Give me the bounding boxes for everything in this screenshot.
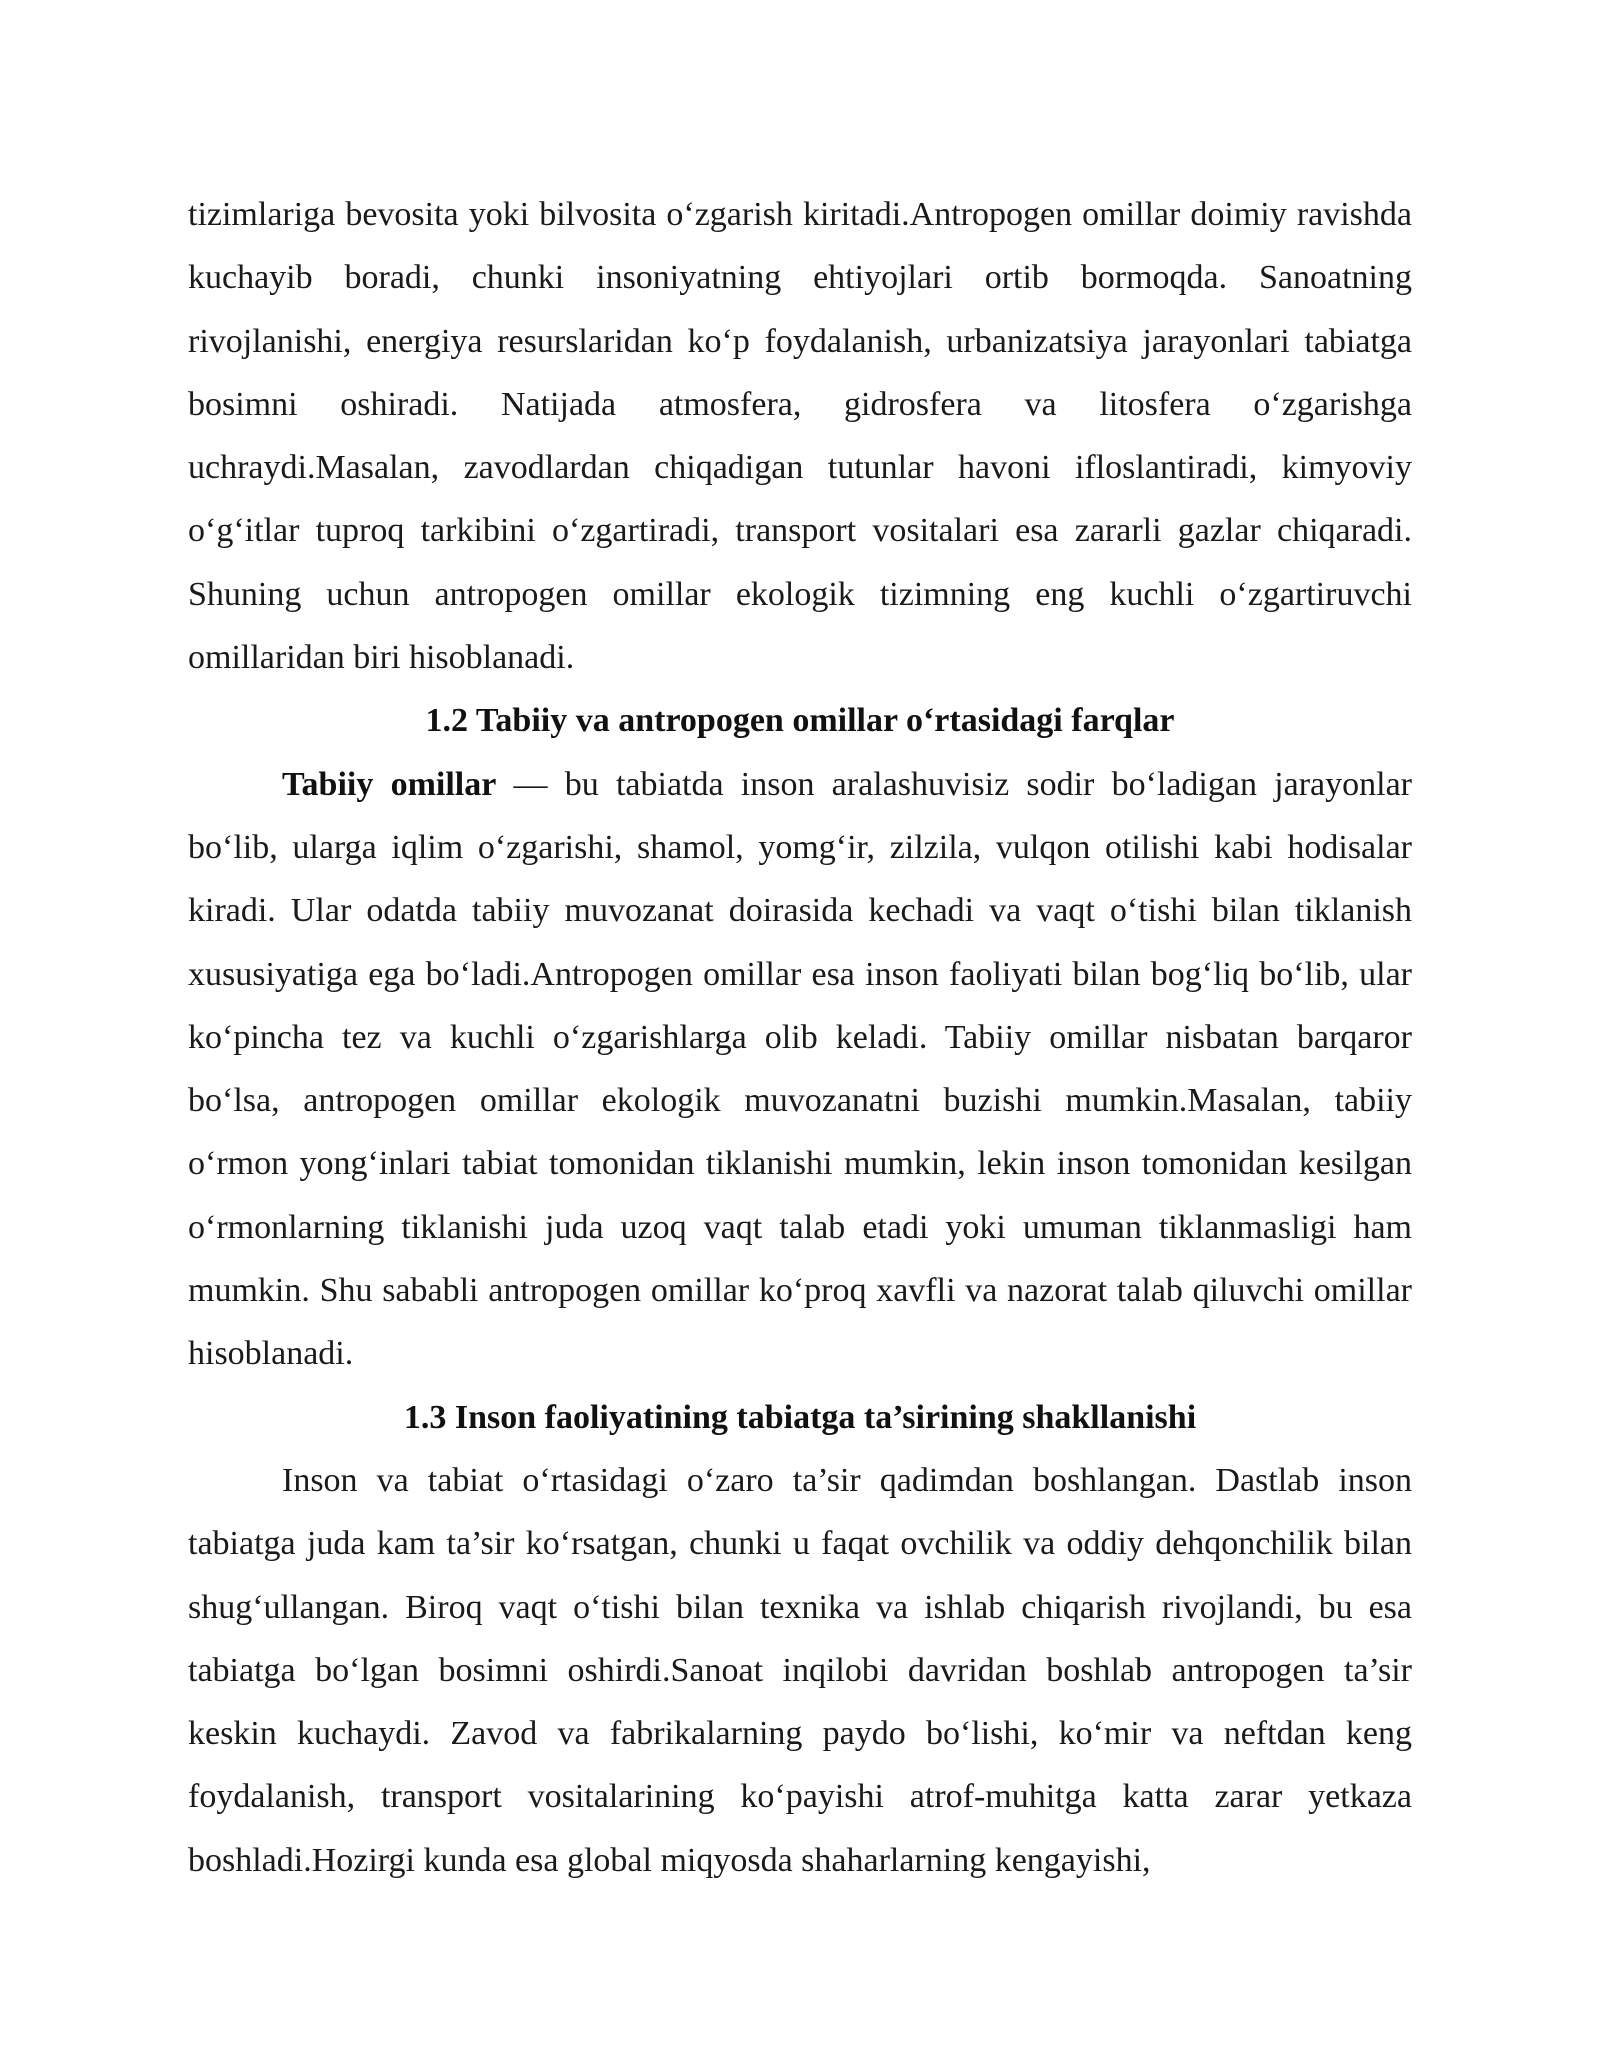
body-paragraph <box>188 753 1412 1386</box>
section-heading: 1.2 Tabiiy va antropogen omillar o‘rtasidagi farqlar <box>425 702 1175 740</box>
term-bold: Tabiiy omillar <box>282 765 497 803</box>
section-heading: 1.3 Inson faoliyatining tabiatga ta’sirining shakllanishi <box>403 1398 1197 1436</box>
body-paragraph: tizimlariga bevosita yoki bilvosita o‘zgarish kiritadi.Antropogen omillar doimiy ravishda kuchayib boradi, chunki insoniyatning ehtiyojlari ortib bormoqda. Sanoatning rivojlanishi, energiya resurslaridan ko‘p foydalanish, urbanizatsiya jarayonlari tabiatga bosimni oshiradi. Natijada atmosfera, gidrosfera va litosfera o‘zgarishga uchraydi.Masalan, zavodlardan chiqadigan tutunlar havoni ifloslantiradi, kimyoviy o‘g‘itlar tuproq tarkibini o‘zgartiradi, transport vositalari esa zararli gazlar chiqaradi. Shuning uchun antropogen omillar ekologik tizimning eng kuchli o‘zgartiruvchi omillaridan biri hisoblanadi. <box>188 196 1412 677</box>
document-body <box>188 183 1412 1892</box>
body-paragraph: Inson va tabiat o‘rtasidagi o‘zaro ta’sir qadimdan boshlangan. Dastlab inson tabiatga juda kam ta’sir ko‘rsatgan, chunki u faqat ovchilik va oddiy dehqonchilik bilan shug‘ullangan. Biroq vaqt o‘tishi bilan texnika va ishlab chiqarish rivojlandi, bu esa tabiatga bo‘lgan bosimni oshirdi.Sanoat inqilobi davridan boshlab antropogen ta’sir keskin kuchaydi. Zavod va fabrikalarning paydo bo‘lishi, ko‘mir va neftdan keng foydalanish, transport vositalarining ko‘payishi atrof-muhitga katta zarar yetkaza boshladi.Hozirgi kunda esa global miqyosda shaharlarning kengayishi, <box>188 1461 1412 1879</box>
paragraph-text: — bu tabiatda inson aralashuvisiz sodir bo‘ladigan jarayonlar bo‘lib, ularga iqlim o‘zgarishi, shamol, yomg‘ir, zilzila, vulqon otilishi kabi hodisalar kiradi. Ular odatda tabiiy muvozanat doirasida kechadi va vaqt o‘tishi bilan tiklanish xususiyatiga ega bo‘ladi.Antropogen omillar esa inson faoliyati bilan bog‘liq bo‘lib, ular ko‘pincha tez va kuchli o‘zgarishlarga olib keladi. Tabiiy omillar nisbatan barqaror bo‘lsa, antropogen omillar ekologik muvozanatni buzishi mumkin.Masalan, tabiiy o‘rmon yong‘inlari tabiat tomonidan tiklanishi mumkin, lekin inson tomonidan kesilgan o‘rmonlarning tiklanishi juda uzoq vaqt talab etadi yoki umuman tiklanmasligi ham mumkin. Shu sababli antropogen omillar ko‘proq xavfli va nazorat talab qiluvchi omillar hisoblanadi. <box>188 765 1412 1373</box>
